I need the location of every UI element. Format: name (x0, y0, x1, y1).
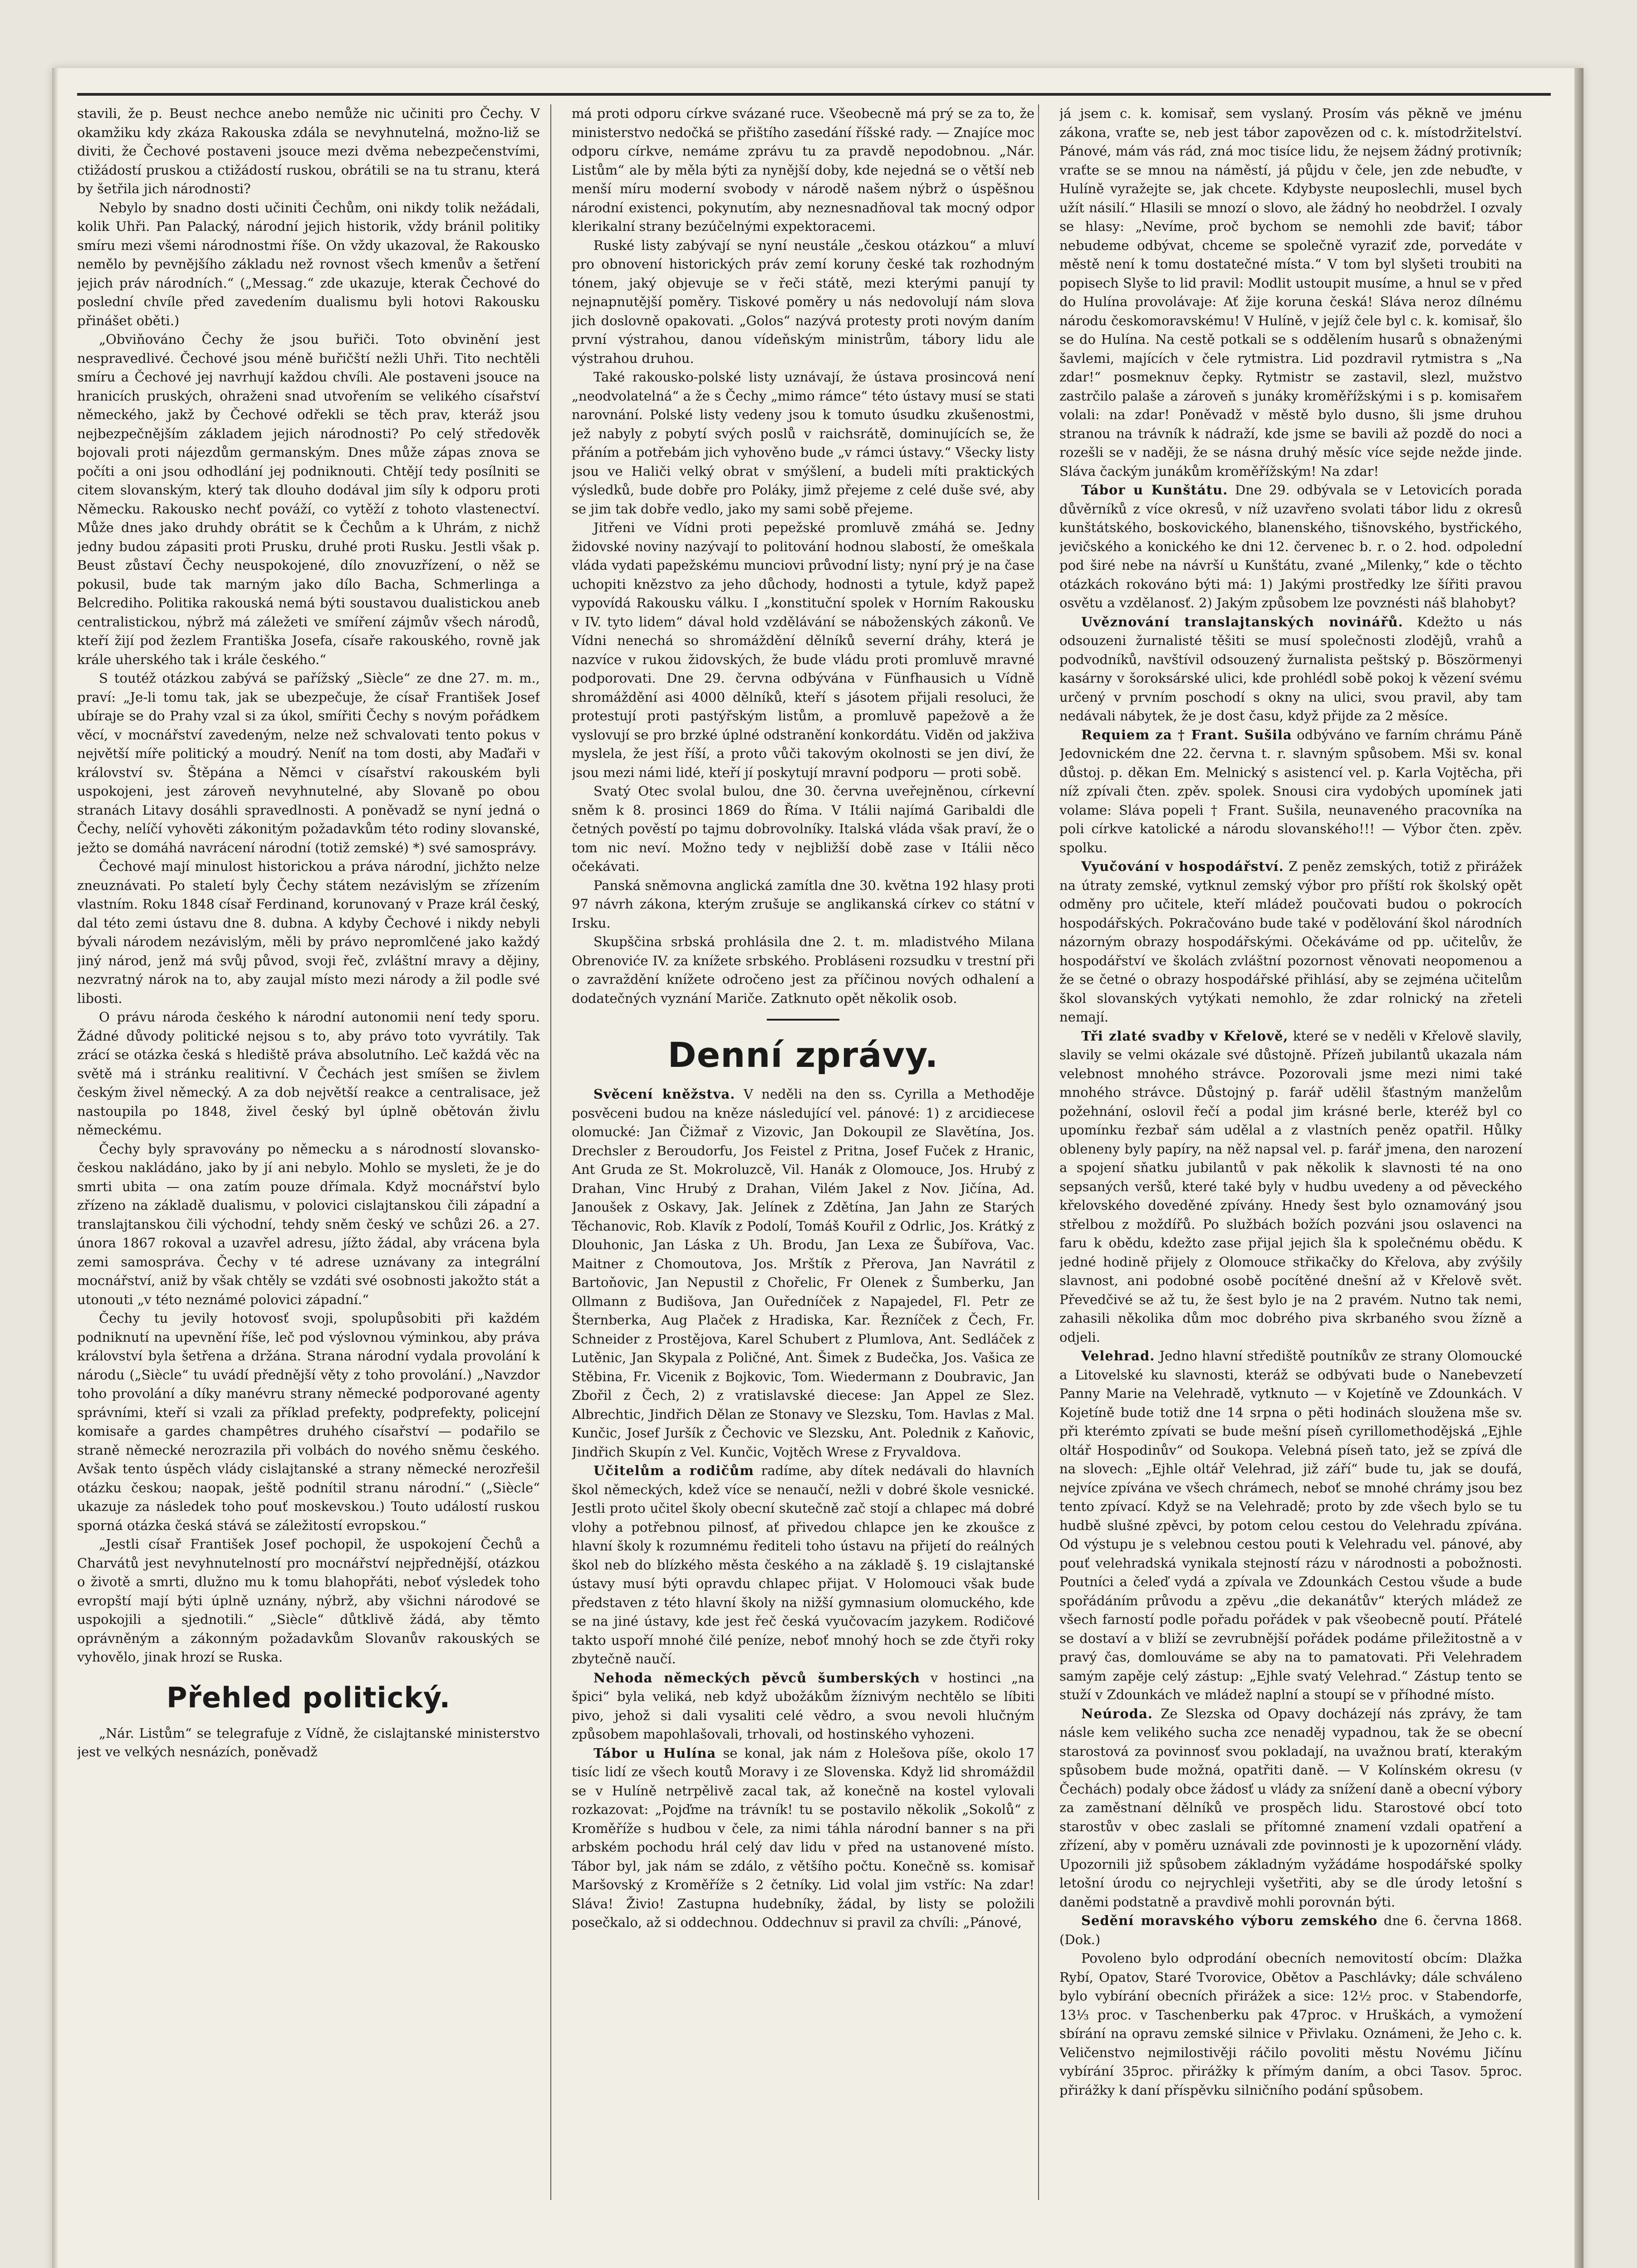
paragraph: Povoleno bylo odprodání obecních nemovitostí obcím: Dlažka Rybí, Opatov, Staré Tvorovice, Obětov a Paschlávky; dále schváleno bylo vybírání obecních přirážek a sice: 12½ proc. v Stabendorfe, 13⅓ proc. v Taschenberku pak 47proc. v Hruškách, a vymožení sbírání na opravu zemské silnice v Přivlaku. Oznámeni, že Jeho c. k. Veličenstvo nejmilostivěji ráčilo povoliti městu Novému Jičínu vybírání 35proc. přirážky k přímým daním, a obci Tasov. 5proc. přirážky k daní příspěvku silničního podání spůsobem. (1059, 1950, 1522, 2098)
item-heading: Tábor u Kunštátu. (1081, 482, 1228, 498)
page-right-edge (1574, 68, 1583, 2268)
section-title-denni-zpravy: Denní zprávy. (667, 1035, 939, 1075)
paragraph: Panská sněmovna anglická zamítla dne 30. května 192 hlasy proti 97 návrh zákona, kterým zrušuje se anglikanská církev co státní v Irsku. (572, 877, 1034, 931)
item-heading: Velehrad. (1081, 1348, 1155, 1364)
item-heading: Nehoda německých pěvců šumberských (593, 1670, 921, 1686)
item-heading: Vyučování v hospodářství. (1081, 859, 1284, 874)
paragraph: O právu národa českého k národní autonomii není tedy sporu. Žádné důvody politické nejsou s to, aby právo toto vyvrátily. Tak zrácí se otázka česká s hlediště práva absolutního. Leč každá věc na světě má i stránku realitivní. V Čechách jest smíšen se živlem českým živel německý. A za dob největší reakce a centralisace, jež nastoupila po 1848, živel český byl úplně obětován živlu německému. (77, 1009, 540, 1138)
paragraph: já jsem c. k. komisař, sem vyslaný. Prosím vás pěkně ve jménu zákona, vraťte se, neb jest tábor zapovězen od c. k. místodržitelství. Pánové, mám vás rád, zná moc tisíce lidu, že nejsem žádný protivník; vraťte se se mnou na náměstí, já půjdu v čele, jen zde nebuďte, v Hulíně vyražejte se, jak chcete. Kdybyste neuposlechli, musel bych užít násilí.“ Hlasili se mnozí o slovo, ale žádný ho neobdržel. I ozvaly se hlasy: „Nevíme, proč bychom se nemohli zde baviť; tábor nebudeme odbývat, chceme se společně vyraziť zde, porvedáte v městě není k tomu dostatečné místa.“ V tom byl slyšeti troubiti na popisech Slyše to lid pravil: Modlit ustoupit musíme, a hnul se v před do Hulína provolávaje: Ať žije koruna česká! Sláva neroz dílnému národu českomoravskému! V Hulíně, v jejíž čele byl c. k. komisař, šlo se do Hulína. Na cestě potkali se s oddělením husarů s obnaženými šavlemi, majících v čele rytmistra. Lid pozdravil rytmistra s „Na zdar!“ posmeknuv čepky. Rytmistr se zastavil, slezl, mužstvo zastrčilo palaše a zároveň s junáky kroměřížskými i s p. komisařem volali: na zdar! Poněvadž v městě bylo dusno, šli jsme druhou stranou na trávník k nádraží, kde jsme se bavili až pozdě do noci a rozešli se v naději, že se násna druhý měsíc více sejde nežde jinde. Sláva čackým junákům kroměřížským! Na zdar! (1059, 106, 1522, 479)
item-text: v hostinci „na špici“ byla veliká, neb když ubožákům žíznivým nechtělo se líbiti pivo, jehož si dali vysaliti celé vědro, a svou nevoli hlučným způsobem mapohlašovali, trhovali, od hostinského vyhozeni. (572, 1670, 1034, 1742)
item-heading: Neúroda. (1081, 1706, 1153, 1721)
paragraph: S toutéž otázkou zabývá se pařížský „Siècle“ ze dne 27. m. m., praví: „Je-li tomu tak, jak se ubezpečuje, že císař František Josef ubíraje se do Prahy vzal si za úkol, smířiti Čechy s novým pořádkem věcí, v mocnářství zavedeným, nelze než schvalovati tento pokus v největší míře politický a moudrý. Neníť na tom dosti, aby Maďaři v království sv. Štěpána a Němci v císařství rakouském byli uspokojeni, jest zároveň nevyhnutelné, aby Slovaně po obou stranách Litavy dosáhli spravedlnosti. A poněvadž se nyní jedná o Čechy, nelíčí vyhověti zákonitým požadavkům této rodiny slovanské, ježto se domáhá navrácení národní (totiž zemské) *) své samosprávy. (77, 670, 540, 855)
paragraph: „Obviňováno Čechy že jsou buřiči. Toto obvinění jest nespravedlivé. Čechové jsou méně buřičští nežli Uhři. Tito nechtěli smíru a Čechové jej navrhují každou chvíli. Ale postaveni jsouce na hranicích pruských, ohraženi snad utvořením se velikého císařství německého, jakž by Čechové odřekli se těch prav, kteráž jsou nejbezpečnějším základem jejich národnosti? Po celý středověk bojovali proti nájezdům germanským. Dnes může zápas znova se počíti a oni jsou odhodlání jej podniknouti. Chtějí tedy posílniti se citem slovanským, který tak dlouho dodával jim síly k odporu proti Německu. Rakousko nechť pováží, co vytěží z tohoto vlastenectví. Může dnes jako druhdy obrátit se k Čechům a k Uhrám, z nichž jedny budou zápasiti proti Prusku, druhé proti Rusku. Jestli však p. Beust zůstaví Čechy neuspokojené, dílo znovuzřízení, o něž se pokusil, bude tak marným jako dílo Bacha, Schmerlinga a Belcrediho. Politika rakouská nemá býti soustavou dualistickou aneb centralistickou, nýbrž má záležeti ve smíření zájmův všech národů, kteří žijí pod žezlem Františka Josefa, císaře rakouského, rovně jak krále uherského tak i krále českého.“ (77, 332, 540, 667)
paragraph: stavili, že p. Beust nechce anebo nemůže nic učiniti pro Čechy. V okamžiku kdy zkáza Rakouska zdála se nevyhnutelná, možno-liž se diviti, že Čechové postaveni jsouce mezi dvěma nebezpečenstvími, ctižádostí pruskou a ctižádostí ruskou, obrátili se na tu stranu, která by šetřila jich národnosti? (77, 106, 540, 196)
column-divider-2 (1038, 104, 1039, 2200)
item-text: odbýváno ve farním chrámu Páně Jedovnickém dne 22. června t. r. slavným spůsobem. Mši sv. konal důstoj. p. děkan Em. Melnický s asistencí vel. p. Karla Vojtěcha, při níž zpívali čten. zpěv. spolek. Snousi cira vydobých upomínek jati volame: Sláva popeli † Frant. Sušila, neunaveného pracovníka na poli církve katolické a národu slovanského!!! — Výbor čten. zpěv. spolku. (1059, 727, 1522, 855)
item-text: se konal, jak nám z Holešova píše, okolo 17 tisíc lidí ze všech koutů Moravy i ze Slovenska. Když lid shromáždil se v Hulíně netrpělivě zacal tak, až konečně na kostel vylovali rozkazovat: „Pojďme na trávník! tu se postavilo několik „Sokolů“ z Kroměříže s hudbou v čele, za nimi táhla národní banner s na při arbském pochodu hrál celý dav lidu v před na ustanovené místo. Tábor byl, jak nám se zdálo, z většího počtu. Konečně ss. komisař Maršovský z Kroměříže s 2 četníky. Lid volal jim vstříc: Na zdar! Sláva! Živio! Zastupna hudebníky, žádal, by listy se položili posečkalo, až si oddechnou. Oddechnuv si pravil za chvíli: „Pánové, (572, 1745, 1034, 1930)
paragraph: Svatý Otec svolal bulou, dne 30. června uveřejněnou, církevní sněm k 8. prosinci 1869 do Říma. V Itálii najímá Garibaldi dle četných pověstí po tajmu dobrovolníky. Italská vláda však praví, že o tom nic neví. Možno tedy v nejbližší době zase v Itálii něco očekávati. (572, 783, 1034, 874)
paragraph: Čechové mají minulost historickou a práva národní, jichžto nelze zneuznávati. Po staletí byly Čechy státem nezávislým se zřízením vlastním. Roku 1848 císař Ferdinand, korunovaný v Praze král český, dal této zemi ústavu dne 8. dubna. A kdyby Čechové i nikdy nebyli bývali národem nezávislým, měli by právo nepromlčené jako každý jiný národ, jenž má svůj původ, svoji řeč, zvláštní mravy a dějiny, nezvratný nárok na to, aby zaujal místo mezi národy a žil podle své libosti. (77, 859, 540, 1006)
paragraph: Jitřeni ve Vídni proti pepežské promluvě zmáhá se. Jedny židovské noviny nazývají to politování hodnou slabostí, že omeškala vláda vydati papežskému munciovi průvodní listy; nyní prý je na čase uchopiti knězstvo za jeho důchody, hodnosti a tytule, když papež vypovídá Rakousku válku. I „konstituční spolek v Horním Rakousku v IV. tyto lidem“ dával hold vzdělávání se náboženských zákonů. Ve Vídni nenechá so shromáždění dělníků severní dráhy, která je nazvíce v rukou židovských, že bude vládu proti promluvě mravné podporovati. Dne 29. června odbývána v Fünfhausich u Vídně shromáždění asi 4000 dělníků, kteří s jásotem přijali resoluci, že protestují proti pastýřským listům, a promluvě papežově a že vyslovují se pro brzké úplné odstranění konkordátu. Viděn od jakživa myslela, že jest říší, a proto vůči takovým okolnosti se jen diví, že jsou mezi námi lidé, kteří jí poskytují mravní podporu — proti sobě. (572, 520, 1034, 780)
paragraph: Skupščina srbská prohlásila dne 2. t. m. mladistvého Milana Obrenoviće IV. za knížete srbského. Probláseni rozsudku v trestní při o zavraždění knížete odročeno jest za příčinou nových odhalení a dodatečných vyznání Mariče. Zatknuto opět několik osob. (572, 934, 1034, 1006)
item-heading: Uvěznování translajtanských novinářů. (1081, 614, 1403, 630)
paragraph: Ruské listy zabývají se nyní neustále „českou otázkou“ a mluví pro obnovení historických práv zemí koruny české tak rozhodným tónem, jaký objevuje se v řeči státě, mezi kterými panují ty nejnapnutější poměry. Tiskové poměry u nás nedovolují nám slova jich doslovně opakovati. „Golos“ nazývá protesty proti novým daním první výstrahou, danou vídeňským ministrům, tábory lidu ale výstrahou druhou. (572, 237, 1034, 366)
paragraph: Také rakousko-polské listy uznávají, že ústava prosincová není „neodvolatelná“ a že s Čechy „mimo rámce“ této ústavy musí se stati narovnání. Polské listy vedeny jsou k tomuto úsudku zkušenostmi, jež nabyly z pobytí svých poslů v raichsrátě, dominujících se, že přáním a potřebám jich vyhověno bude „v rámci ústavy.“ Všecky listy jsou ve Haliči velký obrat v smýšlení, a budeli míti praktických výsledků, bude dobře pro Poláky, jimž přejeme z celé duše své, aby se jim tak dobře vedlo, jako my sami sobě přejeme. (572, 369, 1034, 517)
column-divider-1 (550, 104, 551, 2200)
item-text: Jedno hlavní střediště poutníkův ze strany Olomoucké a Litovelské ku slavnosti, kteráž se odbývati bude o Nanebevzetí Panny Marie na Velehradě, vytknuto — v Kojetíně ve Zdounkách. V Kojetíně bude totiž dne 14 srpna o pěti hodinách sloužena mše sv. při kterémto zpívati se bude mešní píseň cyrillomethodějská „Ejhle oltář Hospodinův“ od Soukopa. Velebná píseň tato, jež se zpívá dle na slovech: „Ejhle oltář Velehrad, již září“ bude tu, jak se doufá, nejvíce zpívána ve všech chrámech, neboť se mnohé chrámy jsou bez tento zpívací. Když se na Velehradě; proto by zde všech bylo se tu hudbě slušné zpěvci, by potom celou cestou do Velehradu zpívána. Od výstupu je s velebnou cestou pouti k Velehradu vel. pánové, aby pouť velehradská vynikala stejností rázu v národnosti a pobožnosti. Poutníci a čeleď vydá a zpívala ve Zdounkách Cestou všude a bude spořádáním průvodu a zpěvu „die dekanátův“ kterých mládež ze všech farností podle pořadu pořádek v pak všeobecně poutí. Přátelé se dostaví a v bliží se zevrubnější pořádek podáme přiležitostně a v pravý čas, domlouváme se aby na to pamatovati. Při Velehradem samým zapěje celý zástup: „Ejhle svatý Velehrad.“ Zástup tento se stuží v Zdounkách ve mládež naplní a stoupí se v příhodné místo. (1059, 1348, 1522, 1702)
item-text: které se v neděli v Křelově slavily, slavily se velmi okázale své důstojně. Přízeň jubilantů ukazala nám velebnost mnohého strávce. Pozorovali jsme mezi nimi také mnohého strávce. Důstojný p. farář udělil šťastným manželům požehnání, oslovil řečí a podal jim krásné berle, kteréž byl co upomínku řezbař sám udělal a z vlastních peněz opatřil. Hůlky obleneny byly papíry, na něž napsal vel. p. farář jmena, den narození a spojení sňatku jubilantů v pak několik k slavnosti té na ono sepsaných veršů, které také byly v hudbu uvedeny a od pěveckého křelovského doveděné zpívány. Hnedy šest bylo oznamováný jsou střelbou z moždířů. Po službách božích pozváni jsou oslavenci na faru k obědu, kdežto zase přijal jejich šla k společnému obědu. K jedné hodině přijely z Olomouce střikačky do Křelova, aby zvýšily slavnost, ani podobné osobě pocítěné dnešní až v Křelově svět. Převedčivé se až tu, že šest bylo je na 2 pravém. Nutno tak nemi, zahasili několika dům moc dobrého piva skrbaného svou žízně a odjeli. (1059, 1028, 1522, 1345)
page-left-edge (52, 68, 59, 2268)
item-heading: Tábor u Hulína (593, 1745, 716, 1761)
item-text: radíme, aby dítek nedávali do hlavních škol německých, kdež více se nenaučí, nežli v dobré škole vesnické. Jestli proto učitel školy obecní skutečně zač stojí a chlapec má dobré vlohy a potřebnou pilnosť, ať přivedou chlapce jen ke zkoušce z hlavní školy k rozumnému řediteli toho ústavu na přijetí do reálných škol neb do blízkého města českého a na základě §. 19 cislajtanské ústavy musí býti opravdu chlapec přijat. V Holomouci však bude představen z této hlavní školy na nižší gymnasium olomuckého, kde se na jiné ústavy, kde jest řeč česká vyučovacím jazykem. Rodičové takto uspoří mnohé čilé peníze, neboť mnohý hoch se zde čtyři roky zbytečně naučí. (572, 1463, 1034, 1667)
item-heading: Učitelům a rodičům (593, 1463, 754, 1478)
paragraph: Čechy byly spravovány po německu a s národností slovansko-českou nakládáno, jako by jí ani nebylo. Mohlo se mysleti, že je do smrti ubita — ona zatím pouze dřímala. Když mocnářství bylo zřízeno na základě dualismu, v polovici cislajtanskou čili západní a translajtanskou čili východní, tehdy sněm český ve schůzi 26. a 27. února 1867 rokoval a uzavřel adresu, jížto žádal, aby vrácena byla zemi samospráva. Čechy v té adrese uznávany za integrální mocnářství, aniž by však chtěly se vzdáti své osobnosti jakožto stát a utonouti „v této neznámé polovici západní.“ (77, 1141, 540, 1307)
section-divider (767, 1019, 839, 1021)
item-text: Ze Slezska od Opavy docházejí nás zprávy, že tam násle kem velikého sucha zce nenaděj vypadnou, tak že se obecní starostová za povinnosť svou pokladají, na uvažnou bratí, kterakým spůsobem bude možná, opatřiti daně. — V Kolínském okresu (v Čechách) podaly obce žádosť u vlády za snížení daně a obecní výbory za zaměstnaní dělníků ve prospěch lidu. Starostové obcí toto starostův v obec zaslali se přítomné znamení vzdali opatření a zřízení, aby v poměru uznávali zde povinnosti je k upozornění vlády. Upozornili již spůsobem základným vyžádáme hospodářské spolky letošní úrodu co nejrychleji vyšetřiti, aby se dle úrody letošní s daněmi podstatně a pravdivě mohli porovnán býti. (1059, 1706, 1522, 1910)
column-3 (1059, 104, 1522, 2209)
item-heading: Requiem za † Frant. Sušila (1081, 727, 1292, 743)
item-text: Kdežto u nás odsouzeni žurnalisté těšiti se musí společnosti zlodějů, vrahů a podvodníků, navštívil odsouzený žurnalista peštský p. Böszörmenyi kasárny v šoroksárské ulici, kde prohlédl sobě pokoj k vězení svému určený v prvním poschodí s okny na ulici, svou pravil, aby tam nedávali nábytek, že je dost času, když přijde za 2 měsíce. (1059, 614, 1522, 723)
item-text: Z peněz zemských, totiž z přirážek na útraty zemské, vytknul zemský výbor pro příští rok školský opět odměny pro učitele, kteří mládež poučovati budou o pokrocích hospodářských. Pokračováno bude také v podělování škol národních názorným obrazy hospodářskými. Očekáváme od pp. učitelův, že hospodářství ve školách zvláštní pozornost věnovati neopomenou a že se četné o obrazy hospodářské přihlásí, aby se zejména učitelům škol slovanských vytýkati nemohlo, že zdar rolnický na zřeteli nemají. (1059, 859, 1522, 1025)
paragraph: Nebylo by snadno dosti učiniti Čechům, oni nikdy tolik nežádali, kolik Uhři. Pan Palacký, národní jejich historik, vždy bránil politiky smíru mezi všemi národnostmi říše. On vždy ukazoval, že Rakousko nemělo by pevnějšího základu než rovnost všech kmenův a šetření jejich práv národních.“ („Messag.“ zde ukazuje, kterak Čechové do poslední chvíle před zavedením dualismu byli hotovi Rakousku přinášet oběti.) (77, 200, 540, 328)
item-heading: Svěcení kněžstva. (593, 1086, 735, 1102)
paragraph: „Jestli císař František Josef pochopil, že uspokojení Čechů a Charvátů jest nevyhnutelností pro mocnářství nejpřednější, otázkou o životě a smrti, dlužno mu k tomu blahopřáti, neboť výsledek toho evropští mají býti úplně uznány, nýbrž, aby všichni národové se uspokojili a sjednotili.“ „Siècle“ důtklivě žádá, aby těmto oprávněným a zákonným požadavkům Slovanův rakouských se vyhovělo, jinak hrozí se Ruska. (77, 1536, 540, 1665)
paragraph: Čechy tu jevily hotovosť svoji, spolupůsobiti při každém podniknutí na upevnění říše, leč pod výslovnou výminkou, aby práva království byla šetřena a držána. Strana národní vydala provolání k národu („Siècle“ tu uvádí přednější věty z toho provolání.) „Navzdor toho provolání a díky manévru strany německé podporované agenty správními, kteří si vzali za příklad prefekty, podprefekty, policejní komisaře a gardes champêtres druhého císařství — podařilo se straně německé nerozrazila při volbách do nového sněmu českého. Avšak tento úspěch vlády cislajtanské a strany německé nerozřešil otázku českou; naopak, ještě podnítil stranu národní.“ („Siècle“ ukazuje za následek toho pouť moskevskou.) Touto událostí ruskou sporná otázka česká stává se záležitostí evropskou.“ (77, 1310, 540, 1533)
paragraph: „Nár. Listům“ se telegrafuje z Vídně, že cislajtanské ministerstvo jest ve velkých nesnázích, poněvadž (77, 1725, 540, 1760)
item-heading: Sedění moravského výboru zemského (1081, 1913, 1378, 1928)
paragraph: má proti odporu církve svázané ruce. Všeobecně má prý se za to, že ministerstvo nedočká se přištího zasedání říšské rady. — Znajíce moc odporu církve, nemáme zprávu tu za pravdě nepodobnou. „Nár. Listům“ ale by měla býti za nynější doby, kde nejedná se o větší neb menší míru moderní svobody v národě našem nýbrž o úspěšnou národní existenci, pokynutím, aby neznesnadňoval tak mocný odpor klerikalní strany bezúčelnými expektoracemi. (572, 106, 1034, 234)
item-heading: Tři zlaté svadby v Křelově, (1081, 1028, 1289, 1044)
top-rule (77, 93, 1551, 96)
section-title-politicky: Přehled politický. (166, 1681, 451, 1714)
column-1 (77, 104, 540, 2209)
item-text: Dne 29. odbývala se v Letovicích porada důvěrníků z více okresů, v níž uzavřeno svolati tábor lidu z okresů kunštátského, boskovického, blanenského, tišnovského, bystřického, jevičského a konického ke dni 12. červenec b. r. o 2. hod. odpolední pod širé nebe na návrší u Kunštátu, zvané „Milenky,“ kde o těchto otázkách rokováno býti má: 1) Jakými prostředky lze šířiti pravou osvětu a vzdělanosť. 2) Jakým způsobem lze povznésti náš blahobyt? (1059, 482, 1522, 611)
item-text: V neděli na den ss. Cyrilla a Methoděje posvěceni budou na kněze následující vel. pánové: 1) z arcidiecese olomucké: Jan Čižmař z Vizovic, Jan Dokoupil ze Slavětína, Jos. Drechsler z Beroudorfu, Jos Feistel z Pritna, Josef Fuček z Hranic, Ant Gruda ze St. Mokroluzcě, Vil. Hanák z Olomouce, Jos. Hrubý z Drahan, Vinc Hrubý z Drahan, Vilém Jakel z Nov. Jičína, Ad. Janoušek z Oskavy, Jak. Jelínek z Zdětína, Jan Jahn ze Starých Těchanovic, Rob. Klavík z Podolí, Tomáš Kouřil z Odrlic, Jos. Krátký z Dlouhonic, Jan Láska z Uh. Brodu, Jan Lexa ze Šubířova, Vac. Maitner z Chomoutova, Jos. Mrštík z Přerova, Jan Navrátil z Bartoňovic, Jan Nepustil z Chořelic, Fr Olenek z Šumberku, Jan Ollmann z Budišova, Jan Ouředníček z Napajedel, Fl. Petr ze Šternberka, Aug Plaček z Hradiska, Kar. Řezníček z Čech, Fr. Schneider z Prostějova, Karel Schubert z Plumlova, Ant. Sedláček z Lutěnic, Jan Skypala z Poličné, Ant. Šimek z Budečka, Jos. Vašica ze Stěbina, Fr. Vicenik z Bojkovic, Tom. Wiedermann z Doubravic, Jan Zbořil z Čech, 2) z vratislavské diecese: Jan Appel ze Slez. Albrechtic, Jindřich Dělan ze Stonavy ve Slezsku, Tom. Havlas z Mal. Kunčic, Josef Juršík z Čechovic ve Slezsku, Ant. Polednik z Kaňovic, Jindřich Skupín z Vel. Kunčic, Vojtěch Wrese z Fryvaldova. (572, 1086, 1034, 1460)
item-text: dne 6. června 1868. (Dok.) (1059, 1913, 1522, 1947)
column-2 (572, 104, 1034, 2209)
